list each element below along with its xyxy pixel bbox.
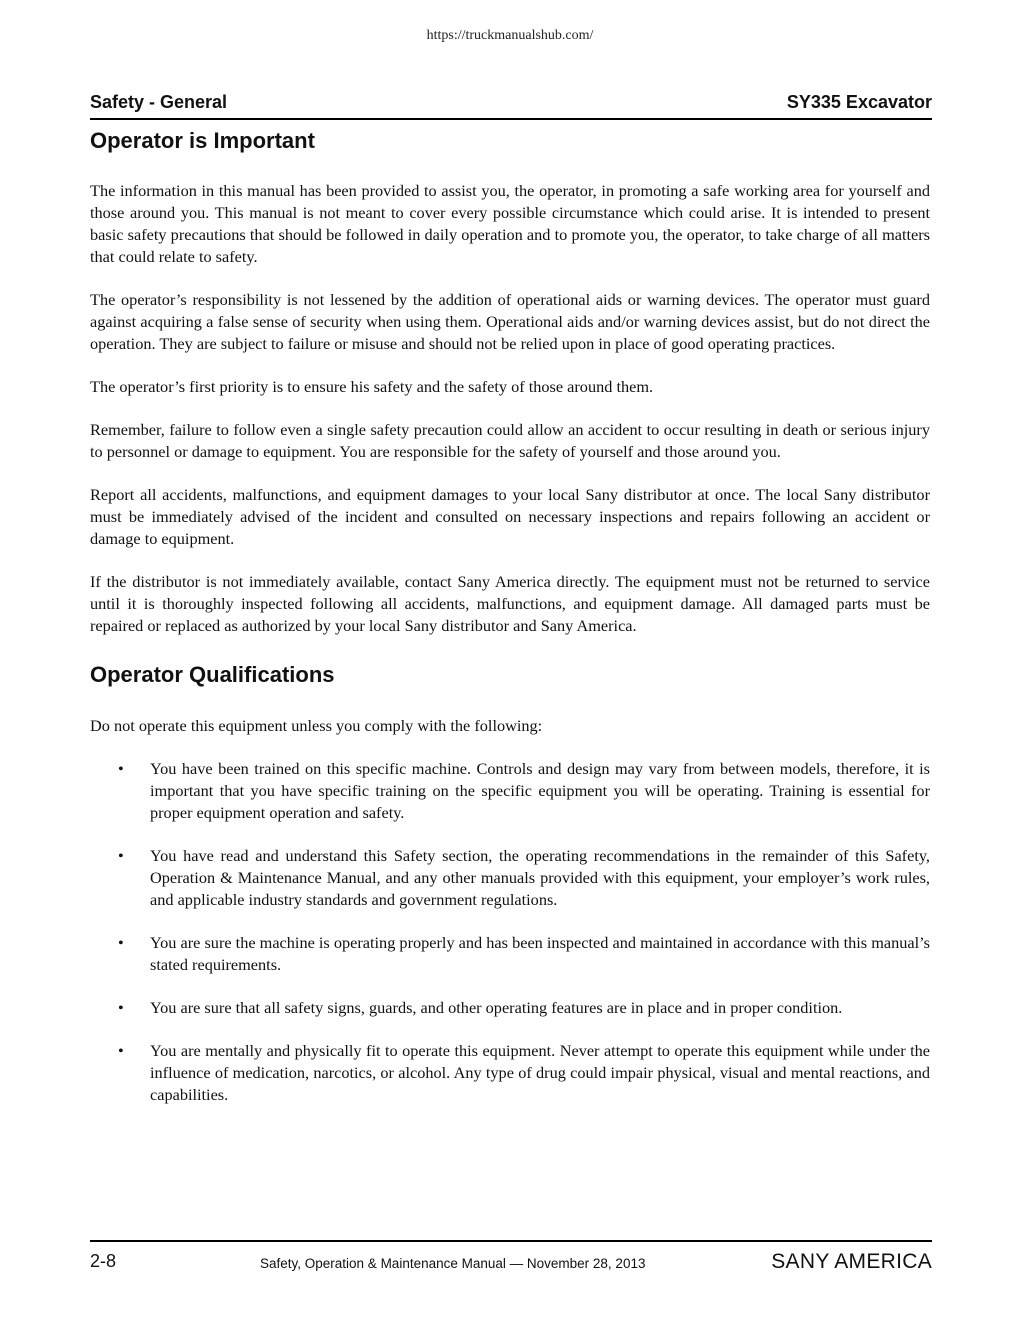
section-heading-operator-important: Operator is Important (90, 128, 315, 153)
bullet-icon: • (118, 1041, 124, 1060)
paragraph: The operator’s first priority is to ensure his safety and the safety of those around them. (90, 377, 654, 396)
paragraph: The operator’s responsibility is not lessened by the addition of operational aids or warning devices. The operator must guard against acquiring a false sense of security when using them. Operational aids and/or warning devices assist, but do not direct the operation. They are subject to failure or misuse and should not be relied upon in place of good operating practices. (90, 290, 930, 353)
bullet-icon: • (118, 998, 124, 1017)
list-item (90, 845, 930, 911)
header-section-title: Safety - General (90, 92, 228, 112)
list-item (90, 758, 930, 824)
bullet-icon: • (118, 933, 124, 952)
list-item-text: You have read and understand this Safety section, the operating recommendations in the remainder of this Safety, Operation & Maintenance Manual, and any other manuals provided with this equipment, your employer’s work rules, and applicable industry standards and government regulations. (150, 846, 930, 909)
paragraph: If the distributor is not immediately available, contact Sany America directly. The equipment must not be returned to service until it is thoroughly inspected following all accidents, malfunctions, and equipment damage. All damaged parts must be repaired or replaced as authorized by your local Sany distributor and Sany America. (90, 572, 930, 635)
source-url[interactable]: https://truckmanualshub.com/ (426, 28, 594, 43)
list-item-text: You have been trained on this specific machine. Controls and design may vary from between models, therefore, it is important that you have specific training on the specific equipment you will be operating. Training is essential for proper equipment operation and safety. (150, 759, 930, 822)
list-item (90, 997, 930, 1019)
list-item-text: You are sure the machine is operating properly and has been inspected and maintained in accordance with this manual’s stated requirements. (150, 933, 930, 974)
paragraph: Report all accidents, malfunctions, and equipment damages to your local Sany distributor at once. The local Sany distributor must be immediately advised of the incident and consulted on necessary inspections and repairs following an accident or damage to equipment. (90, 485, 930, 548)
list-item (90, 1040, 930, 1106)
section-heading-operator-qualifications: Operator Qualifications (90, 662, 335, 687)
qualifications-intro: Do not operate this equipment unless you comply with the following: (90, 716, 543, 735)
brand-name: SANY AMERICA (771, 1250, 932, 1273)
list-item (90, 932, 930, 976)
page-number: 2-8 (90, 1251, 117, 1271)
qualifications-list (90, 758, 930, 1106)
header-model-name: SY335 Excavator (786, 92, 932, 112)
page-content (90, 128, 930, 1127)
paragraph: Remember, failure to follow even a single safety precaution could allow an accident to occur resulting in death or serious injury to personnel or damage to equipment. You are responsible for the safety of yourself and those around you. (90, 420, 930, 461)
list-item-text: You are sure that all safety signs, guards, and other operating features are in place and in proper condition. (150, 998, 843, 1017)
list-item-text: You are mentally and physically fit to operate this equipment. Never attempt to operate this equipment while under the influence of medication, narcotics, or alcohol. Any type of drug could impair physical, visual and mental reactions, and capabilities. (150, 1041, 930, 1104)
footer-divider (90, 1240, 932, 1242)
bullet-icon: • (118, 846, 124, 865)
manual-title: Safety, Operation & Maintenance Manual — November 28, 2013 (260, 1256, 646, 1271)
paragraph: The information in this manual has been provided to assist you, the operator, in promoting a safe working area for yourself and those around you. This manual is not meant to cover every possible circumstance which could arise. It is intended to present basic safety precautions that should be followed in daily operation and to promote you, the operator, to take charge of all matters that could relate to safety. (90, 181, 930, 266)
bullet-icon: • (118, 759, 124, 778)
running-header (90, 92, 932, 120)
